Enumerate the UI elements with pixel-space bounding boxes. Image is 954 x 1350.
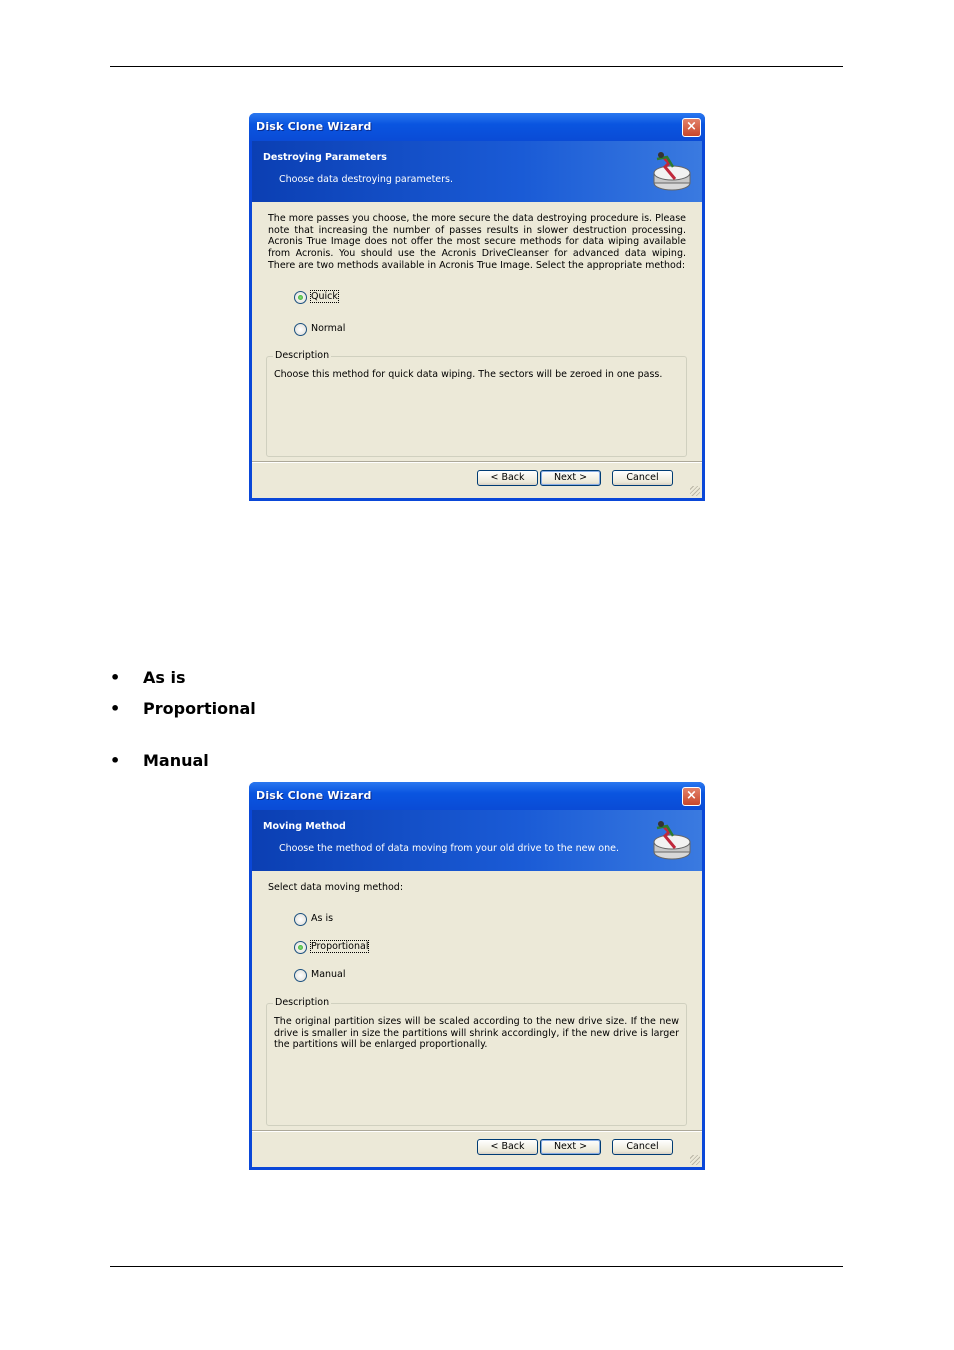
header-subtitle: Choose the method of data moving from your old drive to the new one. [279, 843, 619, 854]
close-button[interactable]: × [682, 787, 701, 806]
wizard-header [252, 810, 702, 871]
wizard-body [252, 871, 702, 1130]
description-group [266, 997, 687, 1126]
bullet-icon: • [110, 668, 121, 687]
disk-wizard-icon [647, 818, 693, 864]
button-separator [252, 1130, 702, 1132]
title-bar[interactable] [249, 782, 705, 810]
dialog-client [252, 810, 702, 1167]
header-rule [110, 66, 843, 67]
dialog-destroying-parameters [249, 113, 705, 501]
instructions-text: Select data moving method: [268, 882, 404, 893]
wizard-body [252, 202, 702, 461]
radio-circle[interactable] [294, 323, 307, 336]
radio-label[interactable]: As is [311, 913, 334, 924]
radio-label[interactable]: Proportional [311, 941, 369, 952]
close-button[interactable]: × [682, 118, 701, 137]
next-button[interactable]: Next > [540, 1139, 601, 1155]
description-legend: Description [275, 350, 330, 361]
radio-circle[interactable] [294, 913, 307, 926]
radio-label[interactable]: Manual [311, 969, 346, 980]
dialog-client [252, 141, 702, 498]
list-item-label: Manual [143, 751, 209, 770]
radio-label[interactable]: Quick [311, 291, 338, 302]
window-title: Disk Clone Wizard [256, 789, 372, 802]
description-group [266, 350, 687, 457]
header-title: Moving Method [263, 821, 346, 832]
list-item-label: Proportional [143, 699, 256, 718]
radio-circle[interactable] [294, 291, 307, 304]
resize-grip[interactable] [690, 1155, 700, 1165]
instructions-text: The more passes you choose, the more secure the data destroying procedure is. Please note that increasing the number of passes results in slower destruction processing. Acronis True Image does not offer the most secure methods for data wiping available from Acronis. You should use the Acronis DriveCleanser for advanced data wiping. There are two methods available in Acronis True Image. Select the appropriate method: [268, 213, 686, 271]
footer-rule [110, 1266, 843, 1267]
back-button[interactable]: < Back [477, 1139, 538, 1155]
wizard-header [252, 141, 702, 202]
dialog-moving-method [249, 782, 705, 1170]
radio-circle[interactable] [294, 941, 307, 954]
radio-circle[interactable] [294, 969, 307, 982]
header-title: Destroying Parameters [263, 152, 387, 163]
bullet-icon: • [110, 751, 121, 770]
disk-wizard-icon [647, 149, 693, 195]
button-separator [252, 461, 702, 463]
description-text: The original partition sizes will be scaled according to the new drive size. If the new drive is smaller in size the partitions will shrink accordingly, if the new drive is larger the partitions will be enlarged proportionally. [274, 1016, 679, 1051]
description-text: Choose this method for quick data wiping. The sectors will be zeroed in one pass. [274, 369, 663, 380]
header-subtitle: Choose data destroying parameters. [279, 174, 454, 185]
title-bar[interactable] [249, 113, 705, 141]
cancel-button[interactable]: Cancel [612, 1139, 673, 1155]
bullet-icon: • [110, 699, 121, 718]
next-button[interactable]: Next > [540, 470, 601, 486]
cancel-button[interactable]: Cancel [612, 470, 673, 486]
radio-label[interactable]: Normal [311, 323, 346, 334]
window-title: Disk Clone Wizard [256, 120, 372, 133]
list-item-label: As is [143, 668, 186, 687]
back-button[interactable]: < Back [477, 470, 538, 486]
resize-grip[interactable] [690, 486, 700, 496]
description-legend: Description [275, 997, 330, 1008]
